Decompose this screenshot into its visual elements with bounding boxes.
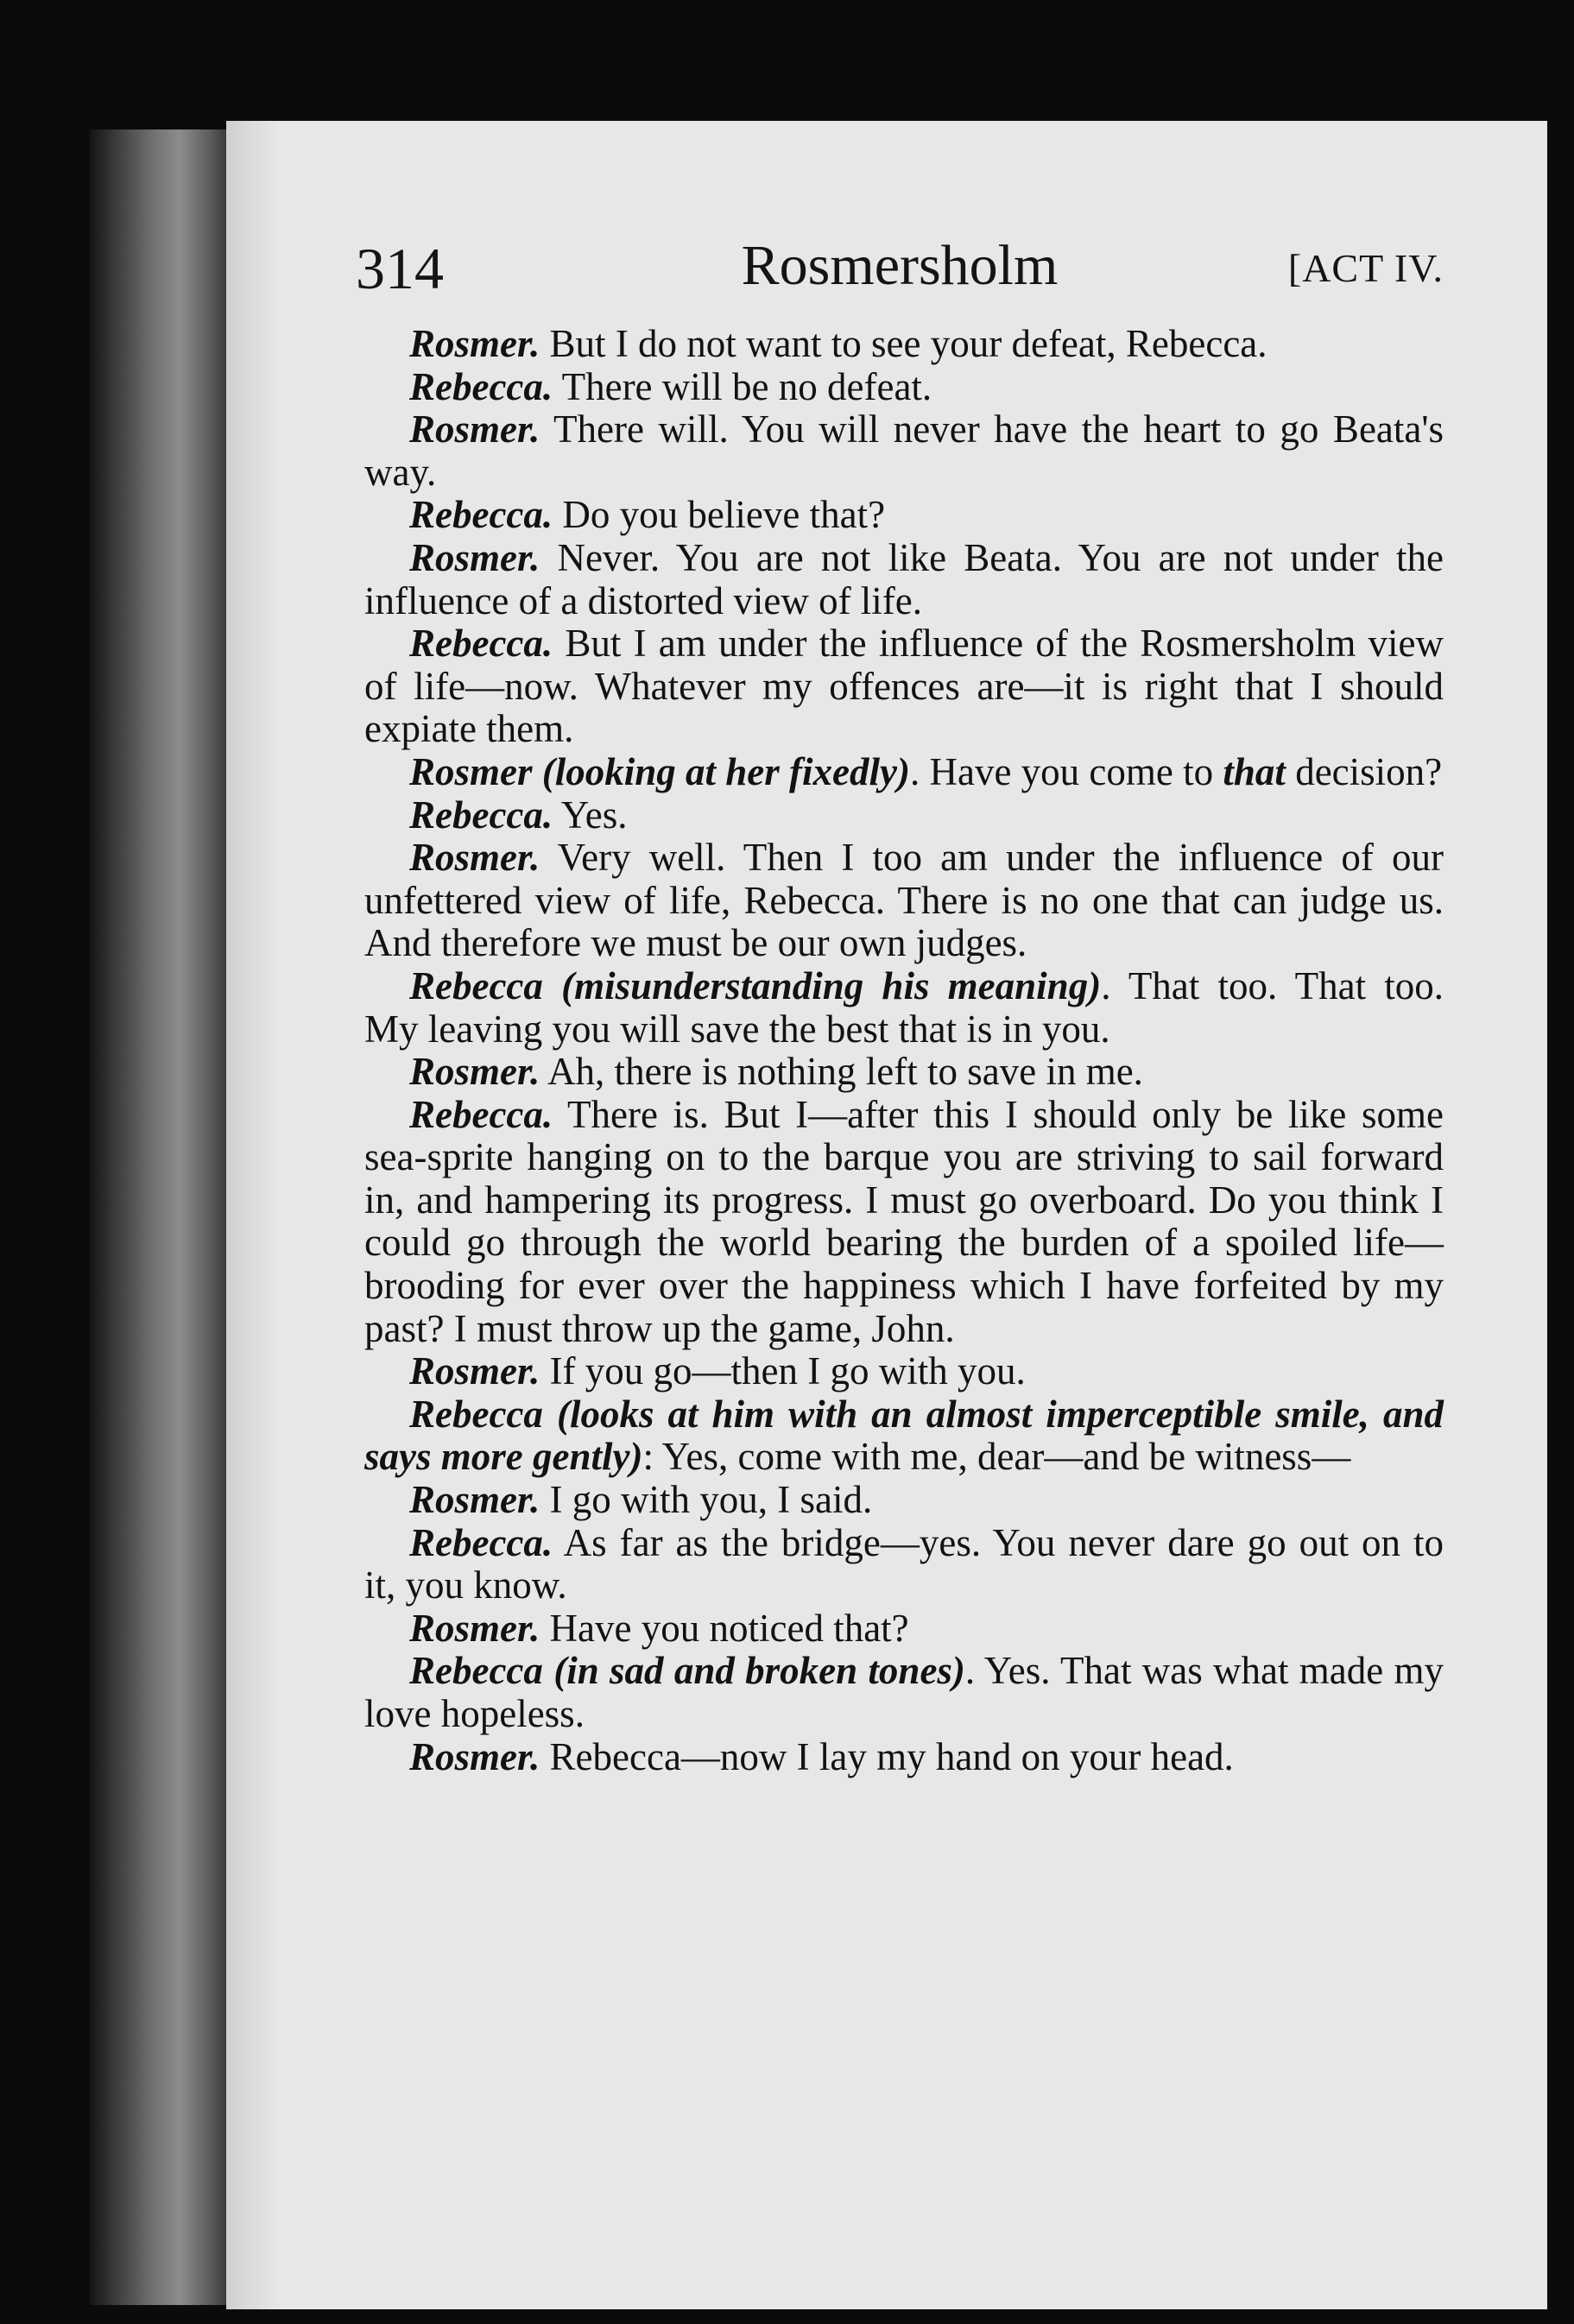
- speaker-name: Rebecca: [409, 1392, 543, 1436]
- line-text: There will be no defeat.: [553, 364, 932, 408]
- speaker-name: Rosmer.: [409, 1478, 540, 1522]
- stage-direction: (misunderstanding his meaning): [561, 963, 1102, 1007]
- dialogue-line: [364, 965, 1444, 1051]
- dialogue-line: [364, 1094, 1444, 1351]
- speaker-name: Rosmer: [409, 749, 533, 793]
- speaker-name: Rebecca.: [409, 364, 553, 408]
- line-text: But I do not want to see your defeat, Rebecca.: [540, 322, 1267, 365]
- dialogue-line: [364, 323, 1444, 366]
- act-label: [ACT IV.: [1287, 246, 1444, 290]
- line-text: Do you believe that?: [553, 493, 886, 537]
- line-text: As far as the bridge—yes. You never dare go out on to it, you know.: [364, 1520, 1444, 1607]
- speaker-name: Rosmer.: [409, 322, 540, 365]
- dialogue-line: [364, 537, 1444, 622]
- emphasized-word: that: [1223, 749, 1286, 793]
- dialogue-line: [364, 837, 1444, 965]
- line-text: Never. You are not like Beata. You are not under the influence of a distorted view of life.: [364, 535, 1444, 622]
- dialogue-line: [364, 751, 1444, 794]
- dialogue-line: [364, 1051, 1444, 1094]
- line-text: : Yes, come with me, dear—and be witness—: [642, 1435, 1351, 1479]
- speaker-name: Rebecca.: [409, 493, 553, 537]
- line-text: But I am under the influence of the Rosmersholm view of life—now. Whatever my offences are—it is right that I should expiate them.: [364, 622, 1444, 751]
- line-text: Have you noticed that?: [540, 1606, 909, 1650]
- dialogue-line: [364, 1479, 1444, 1522]
- speaker-name: Rebecca: [409, 963, 543, 1007]
- running-title: Rosmersholm: [741, 234, 1059, 297]
- speaker-name: Rebecca: [409, 1649, 543, 1693]
- line-text: There will. You will never have the heart to go Beata's way.: [364, 407, 1444, 494]
- line-text: If you go—then I go with you.: [540, 1349, 1026, 1393]
- speaker-name: Rosmer.: [409, 1734, 540, 1778]
- dialogue-line: [364, 1607, 1444, 1651]
- dialogue-text: [364, 323, 1444, 1778]
- dialogue-line: [364, 494, 1444, 537]
- line-text-after: decision?: [1285, 749, 1443, 793]
- line-text: Ah, there is nothing left to save in me.: [540, 1050, 1143, 1094]
- speaker-name: Rosmer.: [409, 1050, 540, 1094]
- speaker-name: Rebecca.: [409, 622, 553, 666]
- speaker-name: Rebecca.: [409, 1520, 553, 1564]
- line-text: . Yes. That was what made my love hopeless.: [364, 1649, 1444, 1735]
- line-text: Rebecca—now I lay my hand on your head.: [540, 1734, 1234, 1778]
- stage-direction: (looking at her fixedly): [541, 749, 910, 793]
- line-text: . Have you come to: [909, 749, 1223, 793]
- dialogue-line: [364, 1393, 1444, 1479]
- page-header: [356, 233, 1444, 319]
- dialogue-line: [364, 1650, 1444, 1735]
- dialogue-line: [364, 794, 1444, 837]
- dialogue-line: [364, 408, 1444, 494]
- page-number: 314: [356, 236, 444, 301]
- speaker-name: Rosmer.: [409, 407, 540, 452]
- speaker-name: Rebecca.: [409, 1092, 553, 1136]
- line-text: Yes.: [553, 793, 628, 837]
- dialogue-line: [364, 1736, 1444, 1779]
- dialogue-line: [364, 366, 1444, 409]
- book-page-edges: [90, 129, 235, 2305]
- stage-direction: (in sad and broken tones): [553, 1649, 965, 1693]
- line-text: There is. But I—after this I should only be like some sea-sprite hanging on to the barque you are striving to sail forward in, and hampering its progress. I must go overboard. Do you think I could go through the world bearing the burden of a spoiled life—brooding for ever over the happiness which I have forfeited by my past? I must throw up the game, John.: [364, 1092, 1444, 1350]
- stage-direction: (looks at him with an almost imperceptible smile, and says more gently): [364, 1392, 1444, 1479]
- dialogue-line: [364, 622, 1444, 751]
- speaker-name: Rosmer.: [409, 1349, 540, 1393]
- speaker-name: Rosmer.: [409, 836, 540, 880]
- speaker-name: Rebecca.: [409, 793, 553, 837]
- speaker-name: Rosmer.: [409, 535, 540, 579]
- line-text: Very well. Then I too am under the influence of our unfettered view of life, Rebecca. There is no one that can judge us. And therefore we must be our own judges.: [364, 836, 1444, 965]
- speaker-name: Rosmer.: [409, 1606, 540, 1650]
- dialogue-line: [364, 1350, 1444, 1393]
- line-text: I go with you, I said.: [540, 1478, 873, 1522]
- line-text: . That too. That too. My leaving you will save the best that is in you.: [364, 963, 1444, 1051]
- dialogue-line: [364, 1522, 1444, 1607]
